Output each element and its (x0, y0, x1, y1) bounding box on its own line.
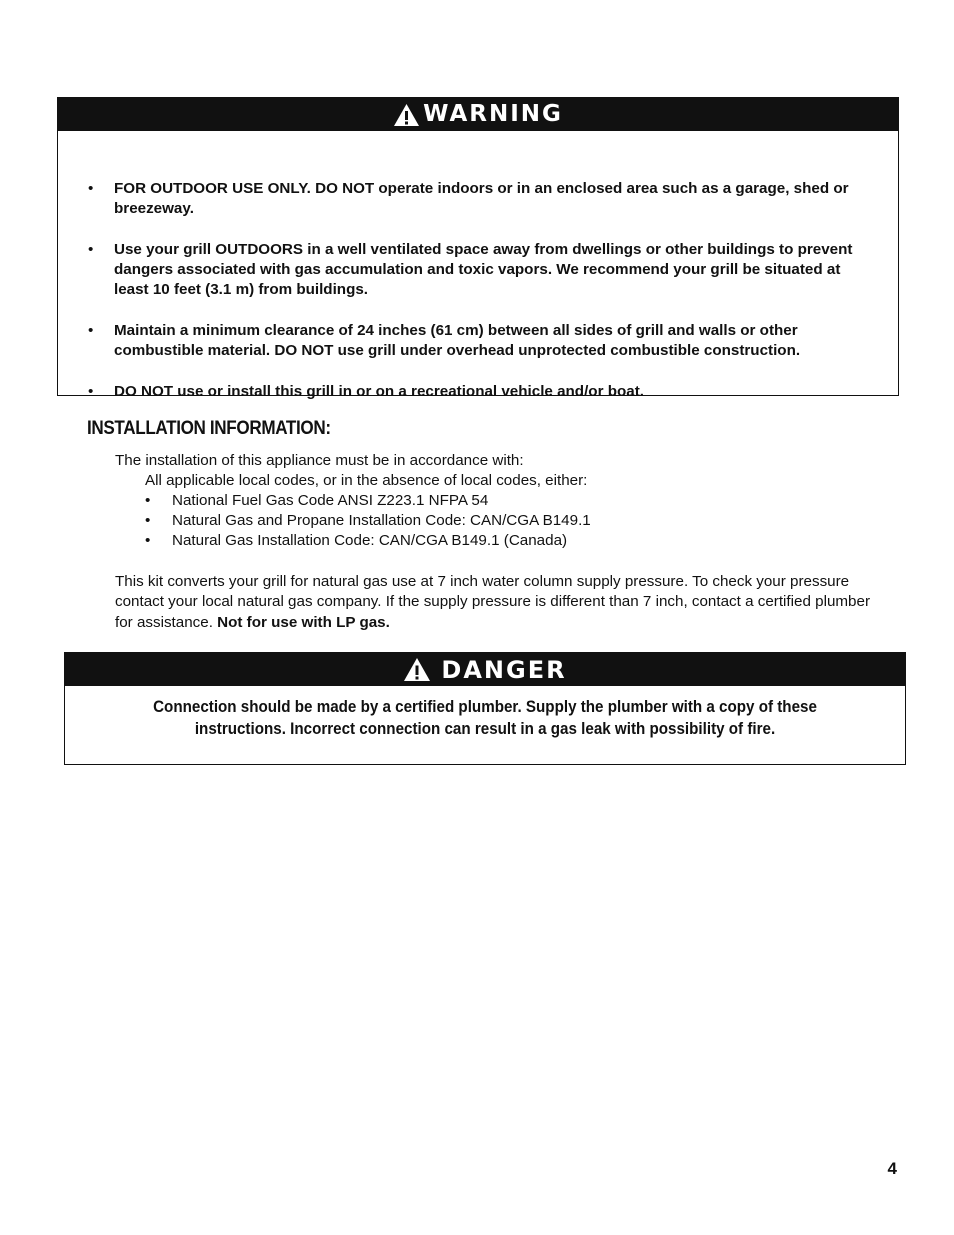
code-item-text: Natural Gas and Propane Installation Code: CAN/CGA B149.1 (172, 512, 591, 530)
warning-box (57, 97, 899, 400)
warning-item (88, 321, 868, 361)
warning-item (88, 382, 868, 402)
warning-triangle-icon (393, 103, 420, 127)
kit-paragraph (115, 572, 885, 633)
warning-item (88, 179, 868, 219)
code-item-text: National Fuel Gas Code ANSI Z223.1 NFPA 54 (172, 492, 489, 509)
danger-box (64, 652, 906, 765)
code-list (145, 491, 591, 552)
danger-header (65, 653, 905, 686)
page-number: 4 (887, 1159, 897, 1178)
code-item (145, 511, 591, 531)
code-item (145, 531, 591, 551)
warning-list (58, 131, 898, 402)
kit-bold-text: Not for use with LP gas. (217, 613, 390, 631)
bullet: • (88, 321, 94, 339)
bullet: • (145, 512, 151, 530)
warning-header (58, 98, 898, 131)
danger-text: Connection should be made by a certified plumber. Supply the plumber with a copy of these instructions. Incorrect connection can result in a gas leak with possibility of fire. (153, 698, 817, 738)
installation-subtext: All applicable local codes, or in the absence of local codes, either: (145, 472, 588, 489)
warning-item-text: FOR OUTDOOR USE ONLY. DO NOT operate indoors or in an enclosed area such as a garage, shed or breezeway. (114, 180, 849, 218)
kit-text: This kit converts your grill for natural gas use at 7 inch water column supply pressure. To check your pressure contact your local natural gas company. If the supply pressure is different than 7 inch, contact a certified plumber for assistance. (115, 573, 870, 631)
installation-heading: INSTALLATION INFORMATION: (87, 418, 331, 439)
bullet: • (88, 240, 94, 258)
warning-item-text: DO NOT use or install this grill in or on a recreational vehicle and/or boat. (114, 382, 644, 400)
code-item (145, 491, 591, 511)
code-item-text: Natural Gas Installation Code: CAN/CGA B149.1 (Canada) (172, 532, 568, 550)
danger-title: DANGER (441, 655, 567, 684)
bullet: • (145, 532, 151, 550)
bullet: • (88, 382, 94, 400)
warning-item-text: Use your grill OUTDOORS in a well ventilated space away from dwellings or other buildings to prevent dangers associated with gas accumulation and toxic vapors. We recommend your grill be situated at least 10 feet (3.1 m) from buildings. (114, 240, 853, 299)
bullet: • (88, 180, 94, 197)
warning-title: WARNING (423, 101, 563, 127)
installation-intro: The installation of this appliance must be in accordance with: (115, 452, 524, 469)
bullet: • (145, 492, 151, 509)
danger-triangle-icon (403, 657, 431, 682)
warning-item (88, 240, 868, 301)
warning-item-text: Maintain a minimum clearance of 24 inches (61 cm) between all sides of grill and walls or other combustible material. DO NOT use grill under overhead unprotected combustible construction. (114, 321, 801, 359)
